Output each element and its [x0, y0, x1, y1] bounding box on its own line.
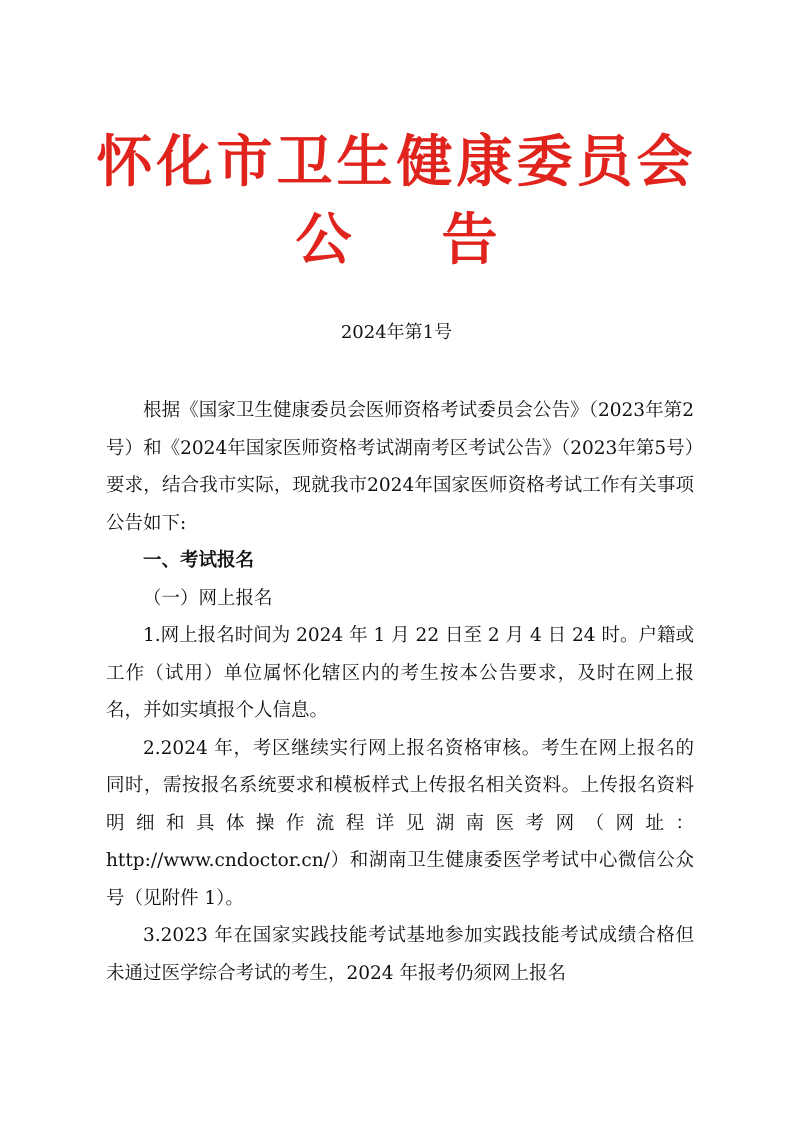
paragraph-item-2: 2.2024 年，考区继续实行网上报名资格审核。考生在网上报名的同时，需按报名系统要求和模板样式上传报名相关资料。上传报名资料明细和具体操作流程详见湖南医考网（网址：http://www.cndoctor.cn/）和湖南卫生健康委医学考试中心微信公众号（见附件 1）。 — [106, 737, 694, 909]
paragraph-item-3: 3.2023 年在国家实践技能考试基地参加实践技能考试成绩合格但未通过医学综合考试的考生，2024 年报考仍须网上报名 — [106, 925, 694, 984]
section-heading: 一、考试报名 — [143, 550, 255, 571]
document-body — [106, 392, 694, 992]
org-title: 怀化市卫生健康委员会 — [96, 130, 697, 195]
subsection-heading: （一）网上报名 — [143, 587, 273, 609]
paragraph-item-1: 1.网上报名时间为 2024 年 1 月 22 日至 2 月 4 日 24 时。户籍或工作（试用）单位属怀化辖区内的考生按本公告要求，及时在网上报名，并如实填报个人信息。 — [106, 625, 694, 721]
doc-type-title: 公告 — [295, 208, 588, 273]
doc-number: 2024年第1号 — [340, 322, 453, 343]
intro-paragraph: 根据《国家卫生健康委员会医师资格考试委员会公告》（2023年第2号）和《2024年国家医师资格考试湖南考区考试公告》（2023年第5号）要求，结合我市实际，现就我市2024年国家医师资格考试工作有关事项公告如下: — [106, 400, 694, 534]
